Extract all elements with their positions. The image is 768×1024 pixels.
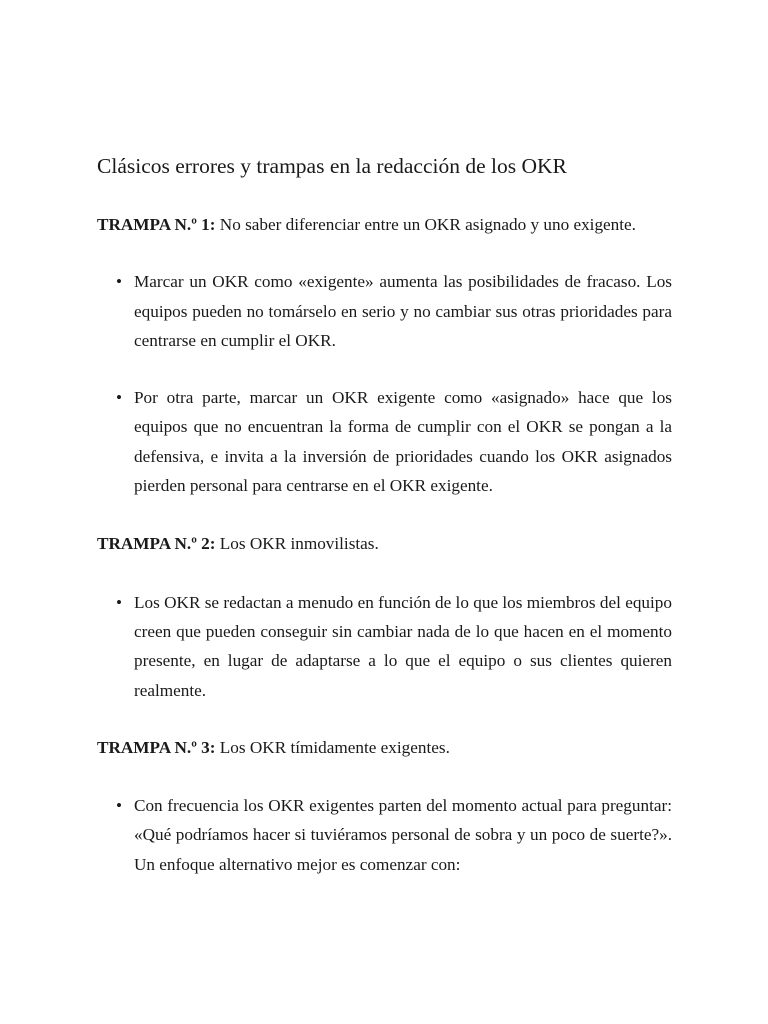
trap-1-bullet-list (97, 267, 672, 500)
trap-3-heading (97, 733, 672, 762)
bullet-text: Los OKR se redactan a menudo en función de lo que los miembros del equipo creen que pueden conseguir sin cambiar nada de lo que hacen en el momento presente, en lugar de adaptarse a lo que el equipo o sus clientes quieren realmente. (134, 592, 672, 700)
bullet-icon: • (116, 592, 123, 612)
trap-3-label: TRAMPA N.º 3: (97, 737, 216, 757)
bullet-icon: • (116, 796, 123, 816)
bullet-text: Con frecuencia los OKR exigentes parten del momento actual para preguntar: «Qué podríamos hacer si tuviéramos personal de sobra y un poco de suerte?». Un enfoque alternativo mejor es comenzar con: (134, 796, 672, 874)
trap-2-label: TRAMPA N.º 2: (97, 534, 216, 554)
bullet-icon: • (116, 272, 123, 292)
list-item (97, 588, 672, 705)
bullet-text: Marcar un OKR como «exigente» aumenta las posibilidades de fracaso. Los equipos pueden no tomárselo en serio y no cambiar sus otras prioridades para centrarse en cumplir el OKR. (134, 272, 672, 350)
document-page (97, 146, 672, 879)
page-title: Clásicos errores y trampas en la redacción de los OKR (97, 154, 567, 178)
bullet-text: Por otra parte, marcar un OKR exigente como «asignado» hace que los equipos que no encuentran la forma de cumplir con el OKR se pongan a la defensiva, e invita a la inversión de prioridades cuando los OKR asignados pierden personal para centrarse en el OKR exigente. (134, 388, 672, 496)
trap-3-bullet-list (97, 791, 672, 879)
trap-1-text: No saber diferenciar entre un OKR asignado y uno exigente. (215, 215, 636, 234)
list-item (97, 383, 672, 500)
bullet-icon: • (116, 388, 123, 408)
trap-1-heading (97, 210, 672, 239)
trap-2-bullet-list (97, 588, 672, 705)
trap-3-text: Los OKR tímidamente exigentes. (215, 737, 450, 757)
list-item (97, 791, 672, 879)
trap-1-label: TRAMPA N.º 1: (97, 215, 216, 234)
list-item (97, 267, 672, 355)
trap-2-text: Los OKR inmovilistas. (215, 534, 379, 554)
trap-2-heading (97, 529, 672, 558)
